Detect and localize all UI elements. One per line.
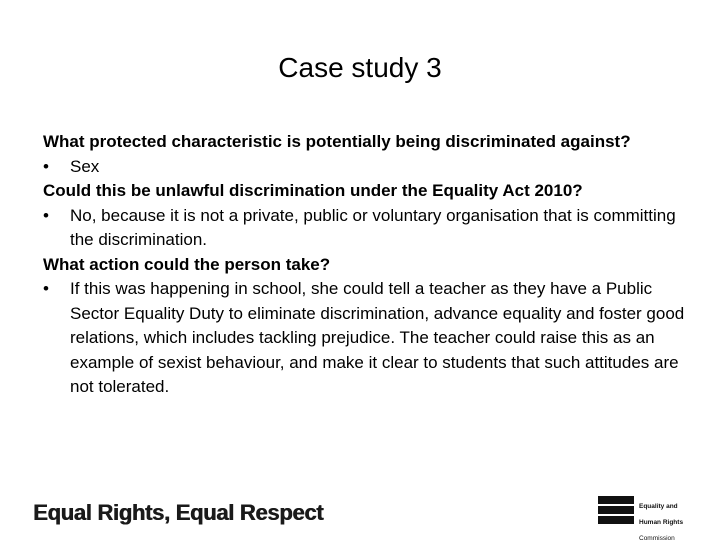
- ehrc-line-1: Equality and: [639, 503, 678, 510]
- bullet-text: If this was happening in school, she could tell a teacher as they have a Public Sector Equality Duty to eliminate discrimination, advance equality and foster good relations, which includes tackling prejudice. The teacher could raise this as an example of sexist behaviour, and make it clear to students that such attitudes are not tolerated.: [70, 279, 685, 396]
- bullet-text: No, because it is not a private, public or voluntary organisation that is committing the discrimination.: [70, 205, 676, 249]
- question-1: What protected characteristic is potentially being discriminated against?: [43, 132, 631, 151]
- bullet-answer-1: [43, 155, 693, 180]
- ehrc-line-3: Commission: [639, 535, 675, 542]
- ehrc-bars-icon: [598, 496, 634, 524]
- equal-rights-logo: Equal Rights, Equal Respect: [33, 500, 324, 525]
- slide-title: Case study 3: [278, 52, 442, 83]
- bullet-dot: •: [43, 279, 49, 298]
- bullet-dot: •: [43, 205, 49, 225]
- ehrc-logo: [598, 496, 698, 542]
- ehrc-line-2: Human Rights: [639, 519, 684, 526]
- bullet-text: Sex: [70, 156, 100, 176]
- ehrc-logo-text: [639, 495, 683, 551]
- slide-content: [43, 130, 693, 400]
- question-2: Could this be unlawful discrimination under the Equality Act 2010?: [43, 181, 583, 200]
- bullet-answer-2: [43, 204, 693, 253]
- bullet-answer-3: [43, 277, 693, 400]
- question-3: What action could the person take?: [43, 254, 331, 274]
- bullet-dot: •: [43, 156, 49, 176]
